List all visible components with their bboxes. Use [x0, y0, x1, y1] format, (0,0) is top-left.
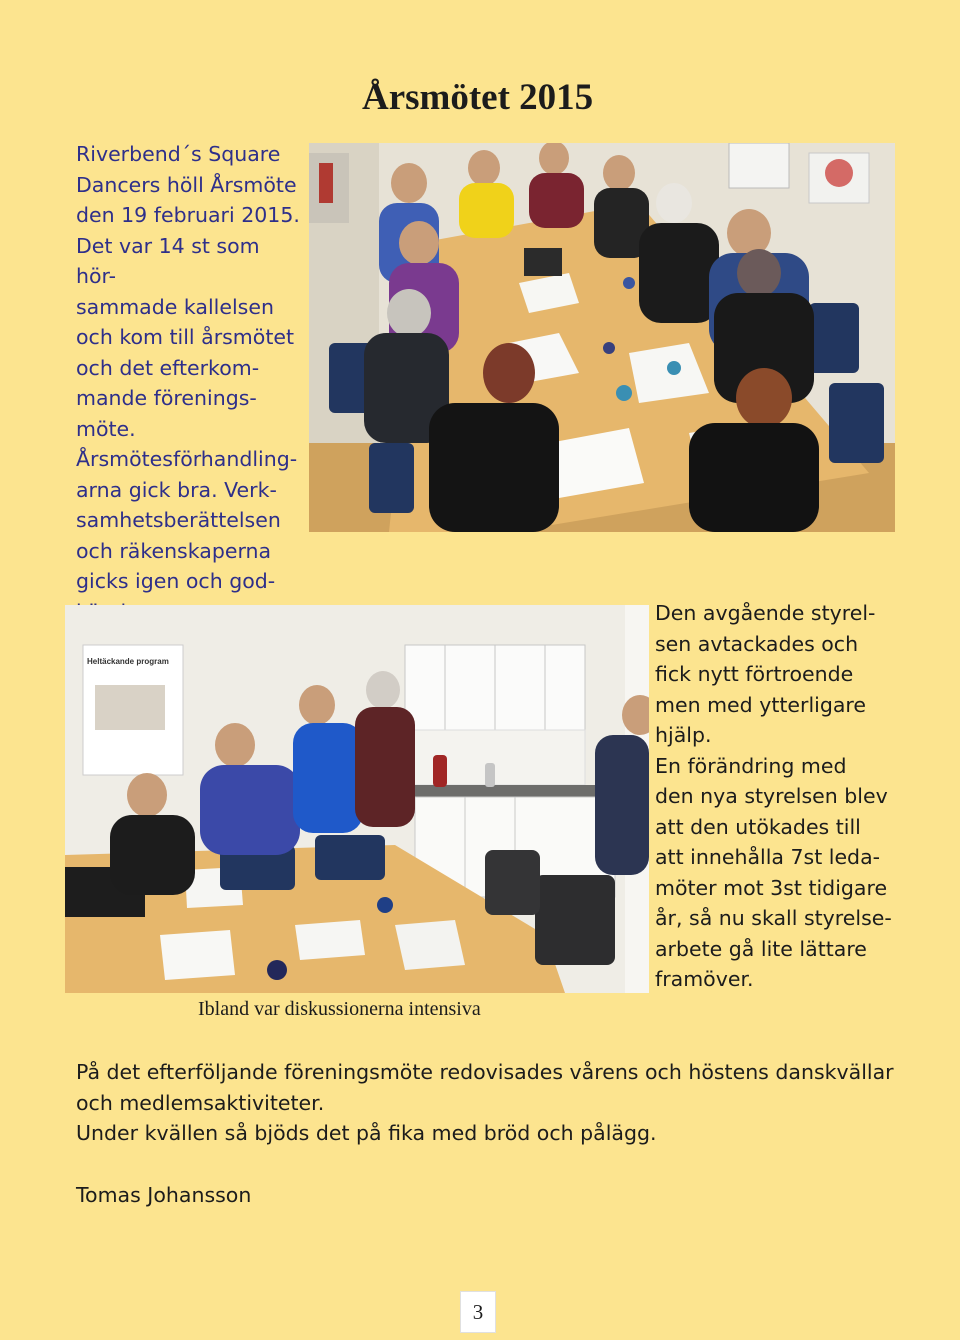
poster-heading: Heltäckande program: [87, 657, 169, 666]
photo-caption: Ibland var diskussionerna intensiva: [198, 998, 481, 1020]
page-title: Årsmötet 2015: [362, 77, 594, 118]
meeting-photo-table: [309, 143, 895, 532]
page-number: 3: [460, 1291, 496, 1333]
bottom-paragraph-fika: Under kvällen så bjöds det på fika med bröd och pålägg.: [76, 1121, 657, 1145]
side-text: Den avgående styrel- sen avtackades och fick nytt förtroende men med ytterligare hjälp. En förändring med den nya styrelsen blev att den utökades till att innehålla 7st leda- möter mot 3st tidigare år, så nu skall styrelse- arbete gå lite lättare framöver.: [655, 601, 892, 991]
intro-text: Riverbend´s Square Dancers höll Årsmöte den 19 februari 2015. Det var 14 st som hör- sammade kallelsen och kom till årsmötet och det efterkom- mande förenings- möte. Årsmötesförhandling- arna gick bra. Verk- samhetsberättelsen och räkenskaperna gicks igen och god-: [76, 142, 300, 593]
meeting-photo-kitchen: [65, 605, 649, 993]
bottom-paragraph-meeting: På det efterföljande föreningsmöte redovisades vårens och höstens danskvällar och medlemsaktiviteter.: [76, 1060, 894, 1115]
author-name: Tomas Johansson: [76, 1183, 252, 1207]
